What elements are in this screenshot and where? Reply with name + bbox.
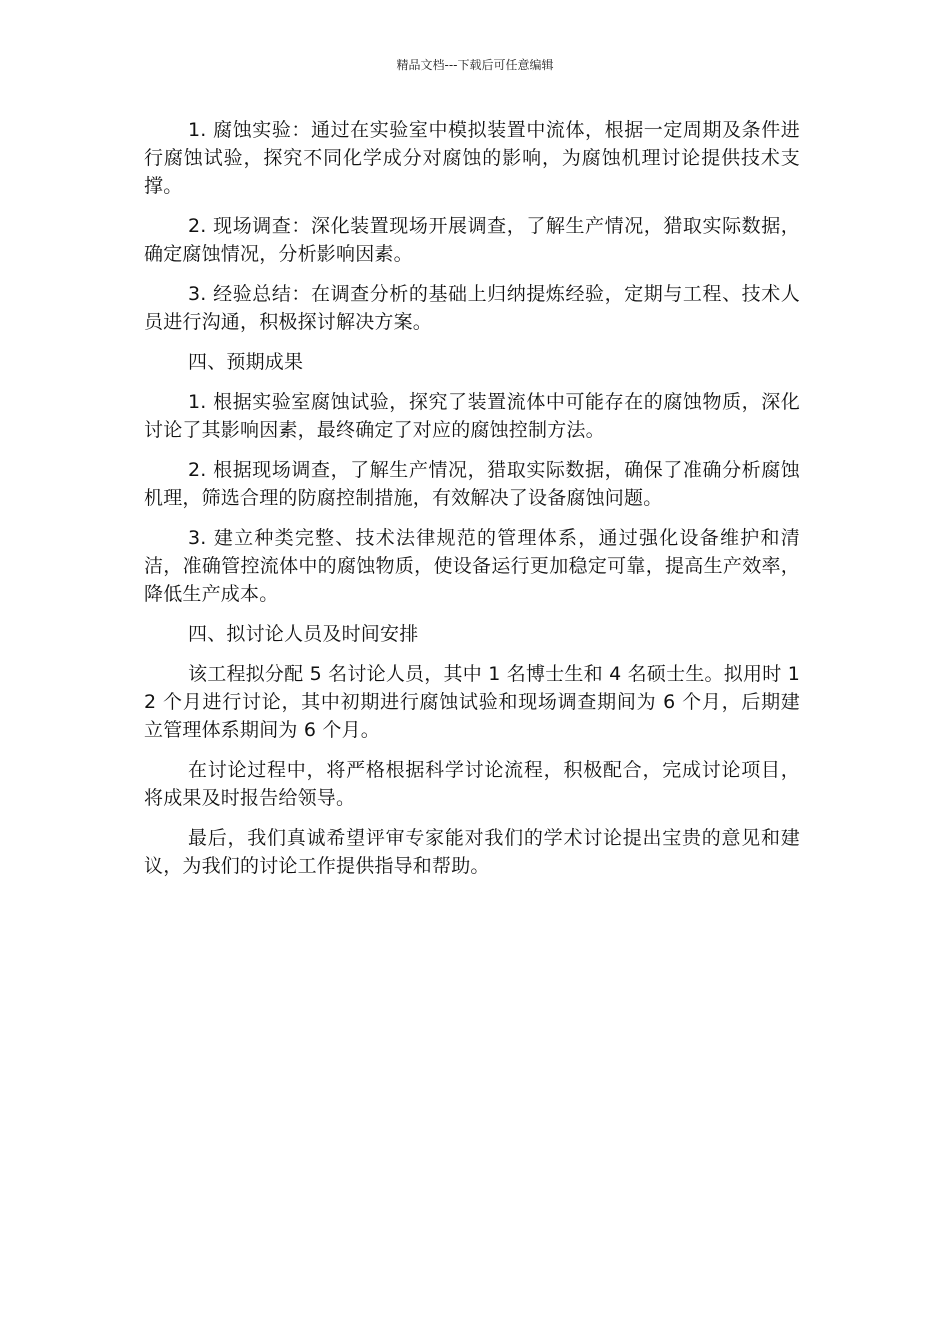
paragraph-result-management-system: 3. 建立种类完整、技术法律规范的管理体系，通过强化设备维护和清洁，准确管控流体中的腐蚀物质，使设备运行更加稳定可靠，提高生产效率，降低生产成本。 (144, 527, 800, 605)
paragraph-method-experience-summary: 3. 经验总结：在调查分析的基础上归纳提炼经验，定期与工程、技术人员进行沟通，积极探讨解决方案。 (144, 283, 800, 333)
paragraph-result-lab-test: 1. 根据实验室腐蚀试验，探究了装置流体中可能存在的腐蚀物质，深化讨论了其影响因素，最终确定了对应的腐蚀控制方法。 (144, 391, 800, 441)
section-heading-personnel-schedule: 四、拟讨论人员及时间安排 (188, 623, 419, 645)
document-body (144, 116, 800, 892)
page-header: 精品文档---下载后可任意编辑 (396, 58, 554, 72)
paragraph-result-field-survey: 2. 根据现场调查，了解生产情况，猎取实际数据，确保了准确分析腐蚀机理，筛选合理的防腐控制措施，有效解决了设备腐蚀问题。 (144, 459, 800, 509)
paragraph-process-commitment: 在讨论过程中，将严格根据科学讨论流程，积极配合，完成讨论项目，将成果及时报告给领导。 (144, 759, 800, 809)
paragraph-method-field-survey: 2. 现场调查：深化装置现场开展调查，了解生产情况，猎取实际数据，确定腐蚀情况，分析影响因素。 (144, 215, 800, 265)
paragraph-closing-request: 最后，我们真诚希望评审专家能对我们的学术讨论提出宝贵的意见和建议，为我们的讨论工作提供指导和帮助。 (144, 827, 800, 877)
paragraph-method-corrosion-experiment: 1. 腐蚀实验：通过在实验室中模拟装置中流体，根据一定周期及条件进行腐蚀试验，探究不同化学成分对腐蚀的影响，为腐蚀机理讨论提供技术支撑。 (144, 119, 800, 197)
section-heading-expected-results: 四、预期成果 (188, 351, 304, 373)
paragraph-personnel-allocation: 该工程拟分配 5 名讨论人员，其中 1 名博士生和 4 名硕士生。拟用时 12 个月进行讨论，其中初期进行腐蚀试验和现场调查期间为 6 个月，后期建立管理体系期间为 6 个月。 (144, 663, 800, 741)
